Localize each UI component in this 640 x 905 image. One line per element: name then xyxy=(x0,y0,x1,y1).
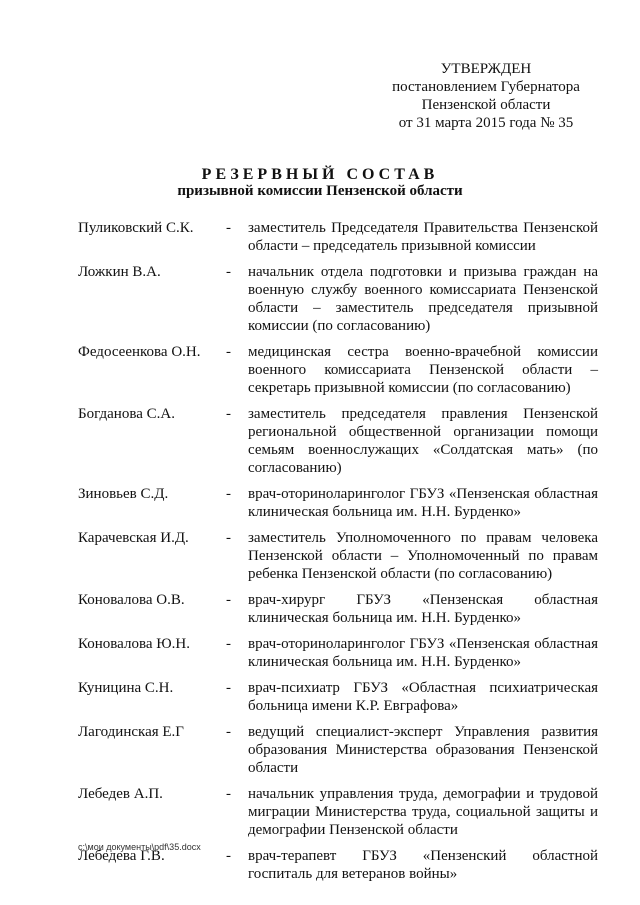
member-row xyxy=(78,343,598,397)
member-role: заместитель Председателя Правительства Пензенской области – председатель призывной комиссии xyxy=(248,220,598,254)
member-row xyxy=(78,847,598,883)
approval-line-decree: постановлением Губернатора xyxy=(392,79,580,95)
member-role: врач-психиатр ГБУЗ «Областная психиатрическая больница имени К.Р. Евграфова» xyxy=(248,680,598,714)
member-name: Богданова С.А. xyxy=(78,406,175,422)
member-row xyxy=(78,485,598,521)
member-role: заместитель Уполномоченного по правам человека Пензенской области – Уполномоченный по правам ребенка Пензенской области (по согласованию) xyxy=(248,530,598,582)
document-subtitle: призывной комиссии Пензенской области xyxy=(177,183,463,199)
member-name: Зиновьев С.Д. xyxy=(78,486,169,502)
member-list xyxy=(78,219,598,891)
member-row xyxy=(78,635,598,671)
dash-separator: - xyxy=(226,486,231,502)
dash-separator: - xyxy=(226,264,231,280)
dash-separator: - xyxy=(226,592,231,608)
member-name: Пуликовский С.К. xyxy=(78,220,194,236)
member-role: врач-оториноларинголог ГБУЗ «Пензенская областная клиническая больница им. Н.Н. Бурденко» xyxy=(248,636,598,670)
member-row xyxy=(78,591,598,627)
dash-separator: - xyxy=(226,636,231,652)
member-role: начальник отдела подготовки и призыва граждан на военную службу военного комиссариата Пензенской области – заместитель председателя призывной комиссии (по согласованию) xyxy=(248,264,598,334)
dash-separator: - xyxy=(226,344,231,360)
member-name: Лебедев А.П. xyxy=(78,786,163,802)
document-title: РЕЗЕРВНЫЙ СОСТАВ xyxy=(201,166,439,183)
member-name: Ложкин В.А. xyxy=(78,264,161,280)
member-row xyxy=(78,219,598,255)
member-role: медицинская сестра военно-врачебной комиссии военного комиссариата Пензенской области – секретарь призывной комиссии (по согласованию) xyxy=(248,344,598,396)
member-role: врач-терапевт ГБУЗ «Пензенский областной госпиталь для ветеранов войны» xyxy=(248,848,598,882)
member-role: заместитель председателя правления Пензенской региональной общественной организации помощи семьям военнослужащих «Солдатская мать» (по согласованию) xyxy=(248,406,598,476)
file-path-footer: c:\мои документы\pdf\35.docx xyxy=(78,842,201,852)
dash-separator: - xyxy=(226,530,231,546)
dash-separator: - xyxy=(226,220,231,236)
member-role: ведущий специалист-эксперт Управления развития образования Министерства образования Пензенской области xyxy=(248,724,598,776)
dash-separator: - xyxy=(226,406,231,422)
approval-line-approved: УТВЕРЖДЕН xyxy=(440,61,532,77)
member-name: Лебедева Г.В. xyxy=(78,848,165,864)
member-name: Лагодинская Е.Г xyxy=(78,724,184,740)
member-name: Коновалова Ю.Н. xyxy=(78,636,190,652)
dash-separator: - xyxy=(226,786,231,802)
member-name: Куницина С.Н. xyxy=(78,680,174,696)
approval-line-region: Пензенской области xyxy=(421,97,551,113)
member-name: Карачевская И.Д. xyxy=(78,530,189,546)
approval-block xyxy=(366,60,606,132)
member-role: врач-оториноларинголог ГБУЗ «Пензенская областная клиническая больница им. Н.Н. Бурденко» xyxy=(248,486,598,520)
member-row xyxy=(78,679,598,715)
member-role: врач-хирург ГБУЗ «Пензенская областная клиническая больница им. Н.Н. Бурденко» xyxy=(248,592,598,626)
member-name: Коновалова О.В. xyxy=(78,592,185,608)
member-row xyxy=(78,529,598,583)
member-row xyxy=(78,785,598,839)
member-row xyxy=(78,405,598,477)
approval-line-date: от 31 марта 2015 года № 35 xyxy=(398,115,574,131)
dash-separator: - xyxy=(226,848,231,864)
dash-separator: - xyxy=(226,724,231,740)
member-name: Федосеенкова О.Н. xyxy=(78,344,201,360)
member-row xyxy=(78,263,598,335)
dash-separator: - xyxy=(226,680,231,696)
member-row xyxy=(78,723,598,777)
member-role: начальник управления труда, демографии и трудовой миграции Министерства труда, социальной защиты и демографии Пензенской области xyxy=(248,786,598,838)
